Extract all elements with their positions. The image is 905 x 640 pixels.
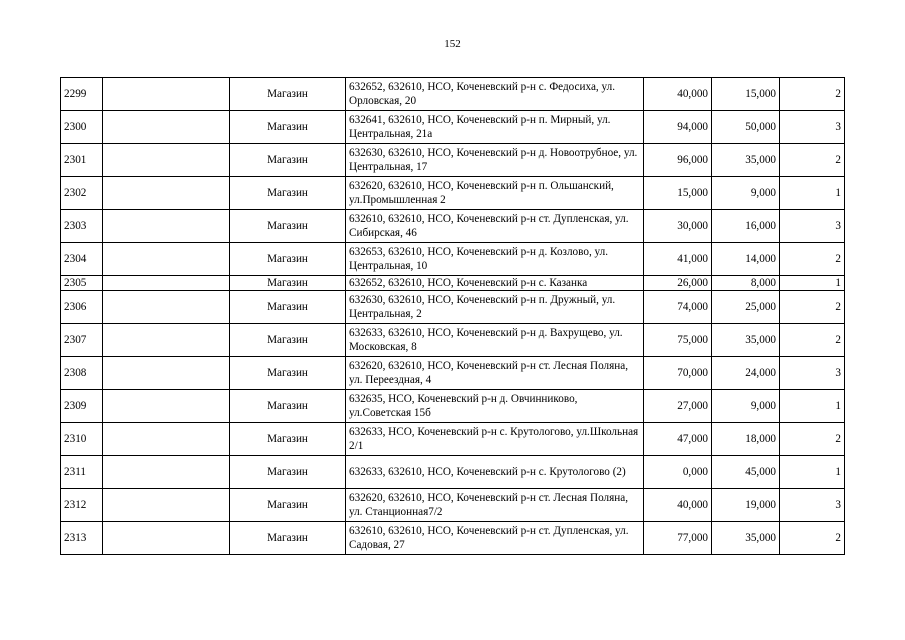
value-3-cell: 1 <box>780 177 845 210</box>
table-row <box>61 78 845 111</box>
value-3-cell: 2 <box>780 423 845 456</box>
row-number-cell: 2305 <box>61 276 103 291</box>
row-number-cell: 2313 <box>61 522 103 555</box>
value-1-cell: 75,000 <box>644 324 712 357</box>
object-type-cell: Магазин <box>230 243 346 276</box>
object-type-cell: Магазин <box>230 456 346 489</box>
address-cell: 632652, 632610, НСО, Коченевский р-н с. Федосиха, ул. Орловская, 20 <box>346 78 644 111</box>
value-1-cell: 15,000 <box>644 177 712 210</box>
row-number-cell: 2301 <box>61 144 103 177</box>
value-2-cell: 24,000 <box>712 357 780 390</box>
table-row <box>61 276 845 291</box>
row-number-cell: 2302 <box>61 177 103 210</box>
value-2-cell: 35,000 <box>712 522 780 555</box>
address-cell: 632620, 632610, НСО, Коченевский р-н ст. Лесная Поляна, ул. Станционная7/2 <box>346 489 644 522</box>
address-cell: 632635, НСО, Коченевский р-н д. Овчинниково, ул.Советская 15б <box>346 390 644 423</box>
value-1-cell: 40,000 <box>644 78 712 111</box>
empty-cell <box>103 291 230 324</box>
empty-cell <box>103 456 230 489</box>
value-1-cell: 26,000 <box>644 276 712 291</box>
table-row <box>61 291 845 324</box>
value-3-cell: 2 <box>780 324 845 357</box>
address-cell: 632620, 632610, НСО, Коченевский р-н п. Ольшанский, ул.Промышленная 2 <box>346 177 644 210</box>
value-2-cell: 16,000 <box>712 210 780 243</box>
value-3-cell: 3 <box>780 357 845 390</box>
value-1-cell: 74,000 <box>644 291 712 324</box>
value-2-cell: 35,000 <box>712 324 780 357</box>
address-cell: 632652, 632610, НСО, Коченевский р-н с. Казанка <box>346 276 644 291</box>
table-row <box>61 423 845 456</box>
value-1-cell: 77,000 <box>644 522 712 555</box>
value-2-cell: 15,000 <box>712 78 780 111</box>
row-number-cell: 2307 <box>61 324 103 357</box>
object-type-cell: Магазин <box>230 78 346 111</box>
value-3-cell: 3 <box>780 489 845 522</box>
value-3-cell: 1 <box>780 456 845 489</box>
table-row <box>61 456 845 489</box>
address-cell: 632630, 632610, НСО, Коченевский р-н д. Новоотрубное, ул. Центральная, 17 <box>346 144 644 177</box>
value-3-cell: 3 <box>780 111 845 144</box>
object-type-cell: Магазин <box>230 210 346 243</box>
row-number-cell: 2299 <box>61 78 103 111</box>
object-type-cell: Магазин <box>230 177 346 210</box>
row-number-cell: 2311 <box>61 456 103 489</box>
address-cell: 632620, 632610, НСО, Коченевский р-н ст. Лесная Поляна, ул. Переездная, 4 <box>346 357 644 390</box>
table-row <box>61 357 845 390</box>
value-1-cell: 47,000 <box>644 423 712 456</box>
value-1-cell: 94,000 <box>644 111 712 144</box>
object-type-cell: Магазин <box>230 291 346 324</box>
object-type-cell: Магазин <box>230 324 346 357</box>
registry-table <box>60 77 845 555</box>
value-3-cell: 2 <box>780 522 845 555</box>
object-type-cell: Магазин <box>230 489 346 522</box>
value-1-cell: 30,000 <box>644 210 712 243</box>
table-row <box>61 243 845 276</box>
empty-cell <box>103 489 230 522</box>
value-1-cell: 41,000 <box>644 243 712 276</box>
address-cell: 632610, 632610, НСО, Коченевский р-н ст. Дупленская, ул. Сибирская, 46 <box>346 210 644 243</box>
value-2-cell: 9,000 <box>712 177 780 210</box>
object-type-cell: Магазин <box>230 357 346 390</box>
row-number-cell: 2300 <box>61 111 103 144</box>
value-1-cell: 0,000 <box>644 456 712 489</box>
value-3-cell: 3 <box>780 210 845 243</box>
value-3-cell: 2 <box>780 243 845 276</box>
object-type-cell: Магазин <box>230 144 346 177</box>
empty-cell <box>103 111 230 144</box>
value-2-cell: 50,000 <box>712 111 780 144</box>
value-3-cell: 2 <box>780 144 845 177</box>
value-2-cell: 19,000 <box>712 489 780 522</box>
row-number-cell: 2303 <box>61 210 103 243</box>
value-2-cell: 45,000 <box>712 456 780 489</box>
table-row <box>61 111 845 144</box>
table-row <box>61 489 845 522</box>
table-row <box>61 390 845 423</box>
address-cell: 632641, 632610, НСО, Коченевский р-н п. Мирный, ул. Центральная, 21а <box>346 111 644 144</box>
object-type-cell: Магазин <box>230 423 346 456</box>
object-type-cell: Магазин <box>230 276 346 291</box>
empty-cell <box>103 423 230 456</box>
value-3-cell: 1 <box>780 276 845 291</box>
value-2-cell: 9,000 <box>712 390 780 423</box>
row-number-cell: 2304 <box>61 243 103 276</box>
row-number-cell: 2312 <box>61 489 103 522</box>
row-number-cell: 2309 <box>61 390 103 423</box>
value-2-cell: 14,000 <box>712 243 780 276</box>
empty-cell <box>103 390 230 423</box>
empty-cell <box>103 357 230 390</box>
page-number: 152 <box>444 38 461 50</box>
value-2-cell: 8,000 <box>712 276 780 291</box>
row-number-cell: 2306 <box>61 291 103 324</box>
empty-cell <box>103 522 230 555</box>
row-number-cell: 2310 <box>61 423 103 456</box>
address-cell: 632610, 632610, НСО, Коченевский р-н ст. Дупленская, ул. Садовая, 27 <box>346 522 644 555</box>
value-3-cell: 2 <box>780 78 845 111</box>
value-2-cell: 18,000 <box>712 423 780 456</box>
row-number-cell: 2308 <box>61 357 103 390</box>
value-1-cell: 27,000 <box>644 390 712 423</box>
empty-cell <box>103 210 230 243</box>
object-type-cell: Магазин <box>230 390 346 423</box>
empty-cell <box>103 324 230 357</box>
value-1-cell: 96,000 <box>644 144 712 177</box>
value-2-cell: 25,000 <box>712 291 780 324</box>
empty-cell <box>103 177 230 210</box>
table-row <box>61 144 845 177</box>
table-row <box>61 177 845 210</box>
value-1-cell: 40,000 <box>644 489 712 522</box>
table-row <box>61 324 845 357</box>
address-cell: 632630, 632610, НСО, Коченевский р-н п. Дружный, ул. Центральная, 2 <box>346 291 644 324</box>
value-1-cell: 70,000 <box>644 357 712 390</box>
address-cell: 632633, 632610, НСО, Коченевский р-н д. Вахрущево, ул. Московская, 8 <box>346 324 644 357</box>
object-type-cell: Магазин <box>230 522 346 555</box>
address-cell: 632633, 632610, НСО, Коченевский р-н с. Крутологово (2) <box>346 456 644 489</box>
table-row <box>61 522 845 555</box>
table-row <box>61 210 845 243</box>
empty-cell <box>103 276 230 291</box>
address-cell: 632653, 632610, НСО, Коченевский р-н д. Козлово, ул. Центральная, 10 <box>346 243 644 276</box>
empty-cell <box>103 78 230 111</box>
value-2-cell: 35,000 <box>712 144 780 177</box>
empty-cell <box>103 144 230 177</box>
object-type-cell: Магазин <box>230 111 346 144</box>
address-cell: 632633, НСО, Коченевский р-н с. Крутологово, ул.Школьная 2/1 <box>346 423 644 456</box>
value-3-cell: 2 <box>780 291 845 324</box>
empty-cell <box>103 243 230 276</box>
value-3-cell: 1 <box>780 390 845 423</box>
